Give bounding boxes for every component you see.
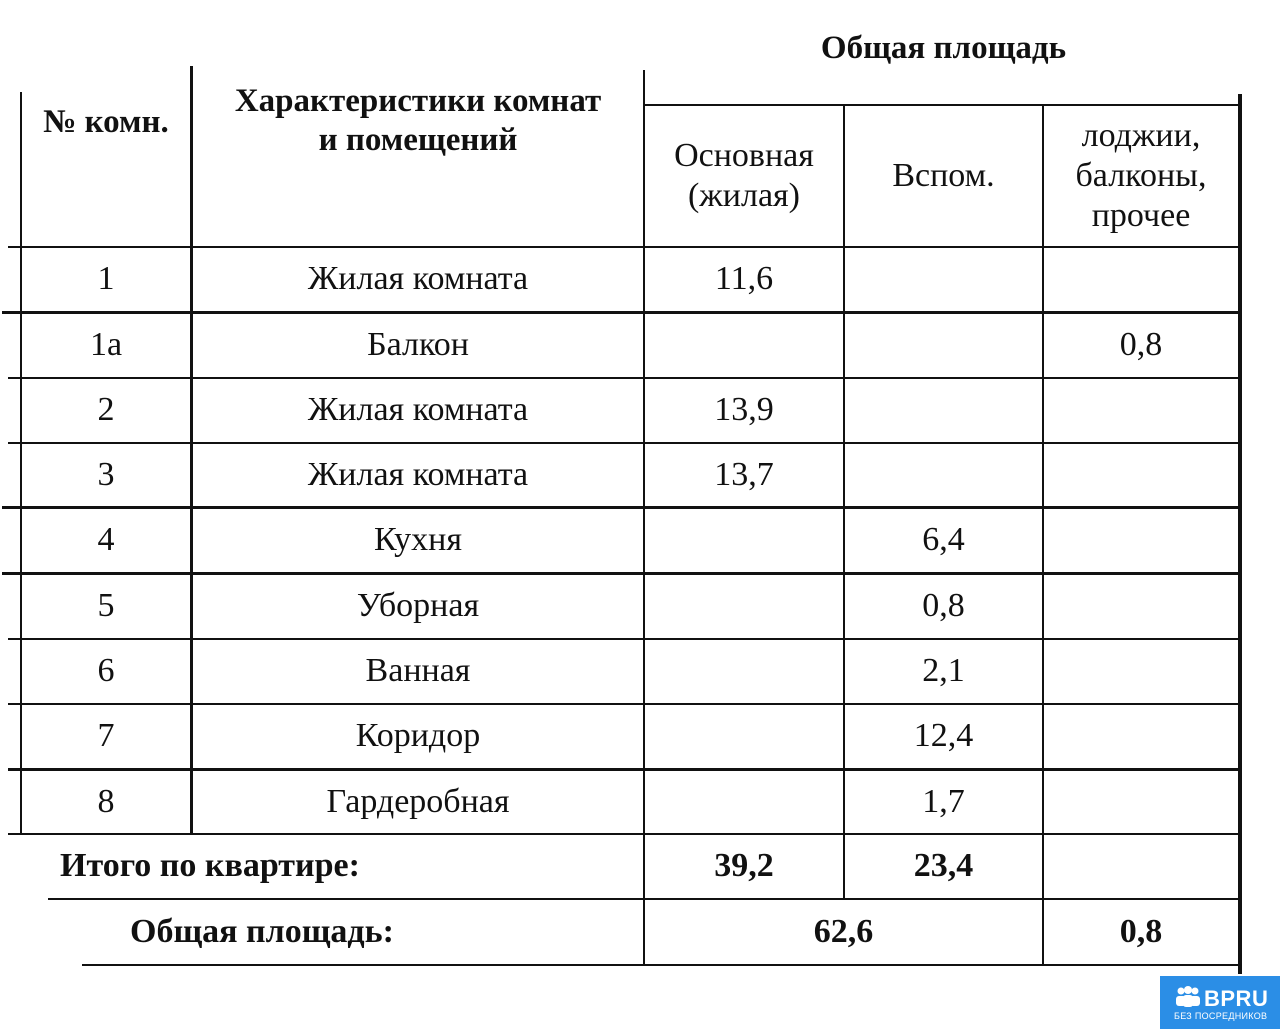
row-main-area [645, 771, 843, 833]
row-aux-area [845, 379, 1042, 442]
row-main-area: 11,6 [714, 260, 774, 298]
header-auxiliary: Вспом. [892, 156, 995, 194]
row-main-area [645, 314, 843, 377]
overall-area-label: Общая площадь: [130, 912, 394, 950]
row-name: Жилая комната [307, 260, 529, 298]
header-room-number: № комн. [43, 103, 169, 140]
row-other-area [1044, 771, 1238, 833]
row-name: Уборная [356, 587, 480, 625]
row-name: Балкон [367, 326, 469, 364]
row-number: 8 [97, 782, 115, 820]
row-other-area: 0,8 [1119, 326, 1163, 364]
row-other-area [1044, 444, 1238, 506]
people-icon [1174, 985, 1202, 1009]
watermark-brand: BPRU [1204, 986, 1269, 1011]
row-aux-area: 12,4 [913, 717, 974, 755]
row-aux-area [845, 248, 1042, 311]
row-number: 4 [97, 521, 115, 559]
row-other-area [1044, 705, 1238, 768]
row-aux-area: 2,1 [922, 652, 965, 690]
row-aux-area [845, 314, 1042, 377]
row-other-area [1044, 379, 1238, 442]
row-aux-area: 6,4 [922, 521, 965, 559]
row-main-area [645, 509, 843, 572]
row-name: Жилая комната [307, 391, 529, 429]
watermark-tagline: БЕЗ ПОСРЕДНИКОВ [1174, 1011, 1268, 1021]
row-other-area [1044, 248, 1238, 311]
row-other-area [1044, 575, 1238, 638]
row-main-area [645, 575, 843, 638]
row-aux-area: 1,7 [922, 782, 965, 820]
row-number: 1а [89, 326, 123, 364]
row-other-area [1044, 640, 1238, 703]
totals-other-area [1044, 835, 1238, 898]
row-number: 2 [97, 391, 115, 429]
row-aux-area [845, 444, 1042, 506]
row-name: Ванная [365, 652, 471, 690]
bpru-watermark [1160, 976, 1280, 1029]
row-name: Гардеробная [326, 782, 510, 820]
row-number: 3 [97, 455, 115, 493]
row-name: Кухня [374, 521, 462, 559]
totals-label: Итого по квартире: [60, 847, 360, 885]
row-aux-area: 0,8 [922, 587, 965, 625]
row-number: 1 [97, 260, 115, 298]
row-other-area [1044, 509, 1238, 572]
row-name: Жилая комната [307, 455, 529, 493]
row-main-area: 13,9 [714, 391, 774, 429]
row-main-area [645, 705, 843, 768]
col-rule-right [1238, 94, 1242, 974]
row-number: 6 [97, 652, 115, 690]
row-main-area [645, 640, 843, 703]
overall-area-value: 62,6 [813, 912, 874, 950]
row-number: 7 [97, 717, 115, 755]
totals-main-area: 39,2 [714, 847, 774, 885]
row-number: 5 [97, 587, 115, 625]
header-total-area: Общая площадь [820, 29, 1067, 66]
overall-other-area: 0,8 [1119, 912, 1163, 950]
header-room-characteristics: Характеристики комнат и помещений [234, 83, 602, 158]
row-main-area: 13,7 [714, 455, 774, 493]
header-loggia-balcony: лоджии, балконы, прочее [1075, 116, 1207, 235]
row-name: Коридор [355, 717, 481, 755]
totals-aux-area: 23,4 [913, 847, 974, 885]
header-main-living: Основная (жилая) [674, 136, 814, 214]
table-bottom-rule [82, 964, 1242, 966]
